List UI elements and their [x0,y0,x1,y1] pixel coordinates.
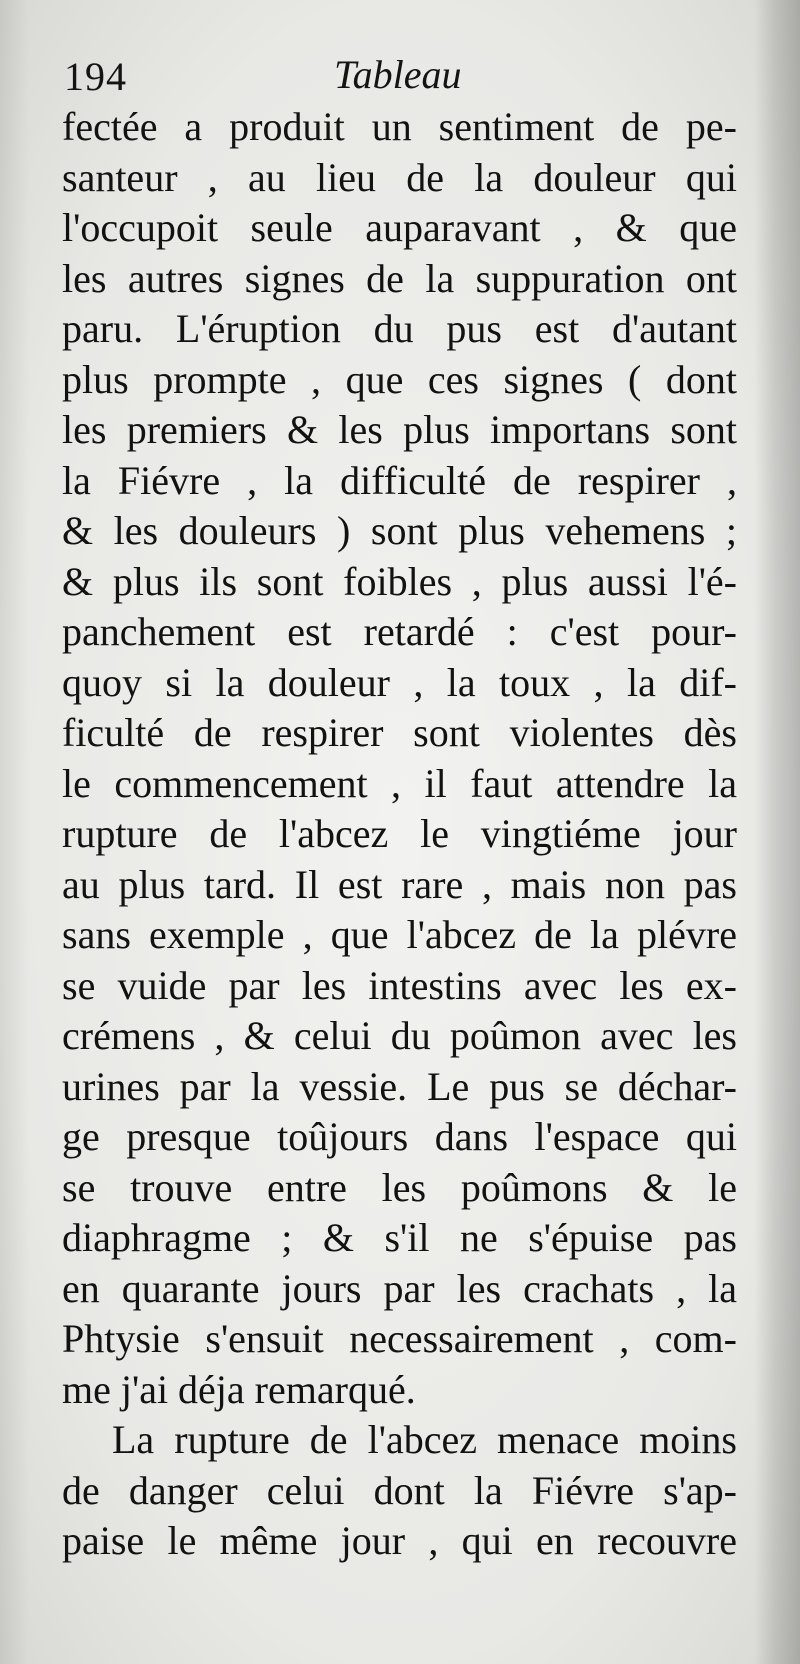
text-line: au plus tard. Il est rare , mais non pas [62,861,737,907]
text-line: me j'ai déja remarqué. [62,1366,416,1412]
paragraph-1 [62,102,737,1415]
text-line: en quarante jours par les crachats , la [62,1265,737,1311]
text-line: l'occupoit seule auparavant , & que [62,205,737,250]
page-edge-shadow [754,0,800,1664]
text-line: ge presque toûjours dans l'espace qui [62,1114,737,1159]
paragraph-2 [62,1415,737,1567]
text-line: la Fiévre , la difficulté de respirer , [62,457,737,503]
text-line: diaphragme ; & s'il ne s'épuise pas [62,1215,737,1260]
text-line: urines par la vessie. Le pus se déchar- [62,1063,737,1109]
text-line: ficulté de respirer sont violentes dès [62,710,737,755]
text-line: panchement est retardé : c'est pour- [62,609,737,654]
gutter-shadow [0,0,30,1664]
text-line: quoy si la douleur , la toux , la dif- [62,659,737,705]
text-line: se vuide par les intestins avec les ex- [62,962,737,1008]
text-line: sans exemple , que l'abcez de la plévre [62,912,737,957]
text-line: fectée a produit un sentiment de pe- [62,104,737,149]
text-line: & les douleurs ) sont plus vehemens ; [62,508,737,553]
text-line: santeur , au lieu de la douleur qui [62,154,737,200]
text-line: Phtysie s'ensuit necessairement , com- [62,1316,737,1361]
body-text [62,102,737,1567]
running-head: Tableau [334,52,462,97]
page-number: 194 [64,54,127,99]
text-line: plus prompte , que ces signes ( dont [62,356,737,402]
text-line: paise le même jour , qui en recouvre [62,1518,737,1563]
text-line: & plus ils sont foibles , plus aussi l'é- [62,558,737,604]
text-line: crémens , & celui du poûmon avec les [62,1013,737,1058]
text-line: rupture de l'abcez le vingtiéme jour [62,811,737,856]
text-line: se trouve entre les poûmons & le [62,1164,737,1210]
text-line: les autres signes de la suppuration ont [62,255,737,301]
text-line: le commencement , il faut attendre la [62,760,737,806]
text-line: de danger celui dont la Fiévre s'ap- [62,1467,737,1513]
text-line: La rupture de l'abcez menace moins [112,1417,737,1462]
text-line: paru. L'éruption du pus est d'autant [62,306,737,351]
text-line: les premiers & les plus importans sont [62,407,737,452]
